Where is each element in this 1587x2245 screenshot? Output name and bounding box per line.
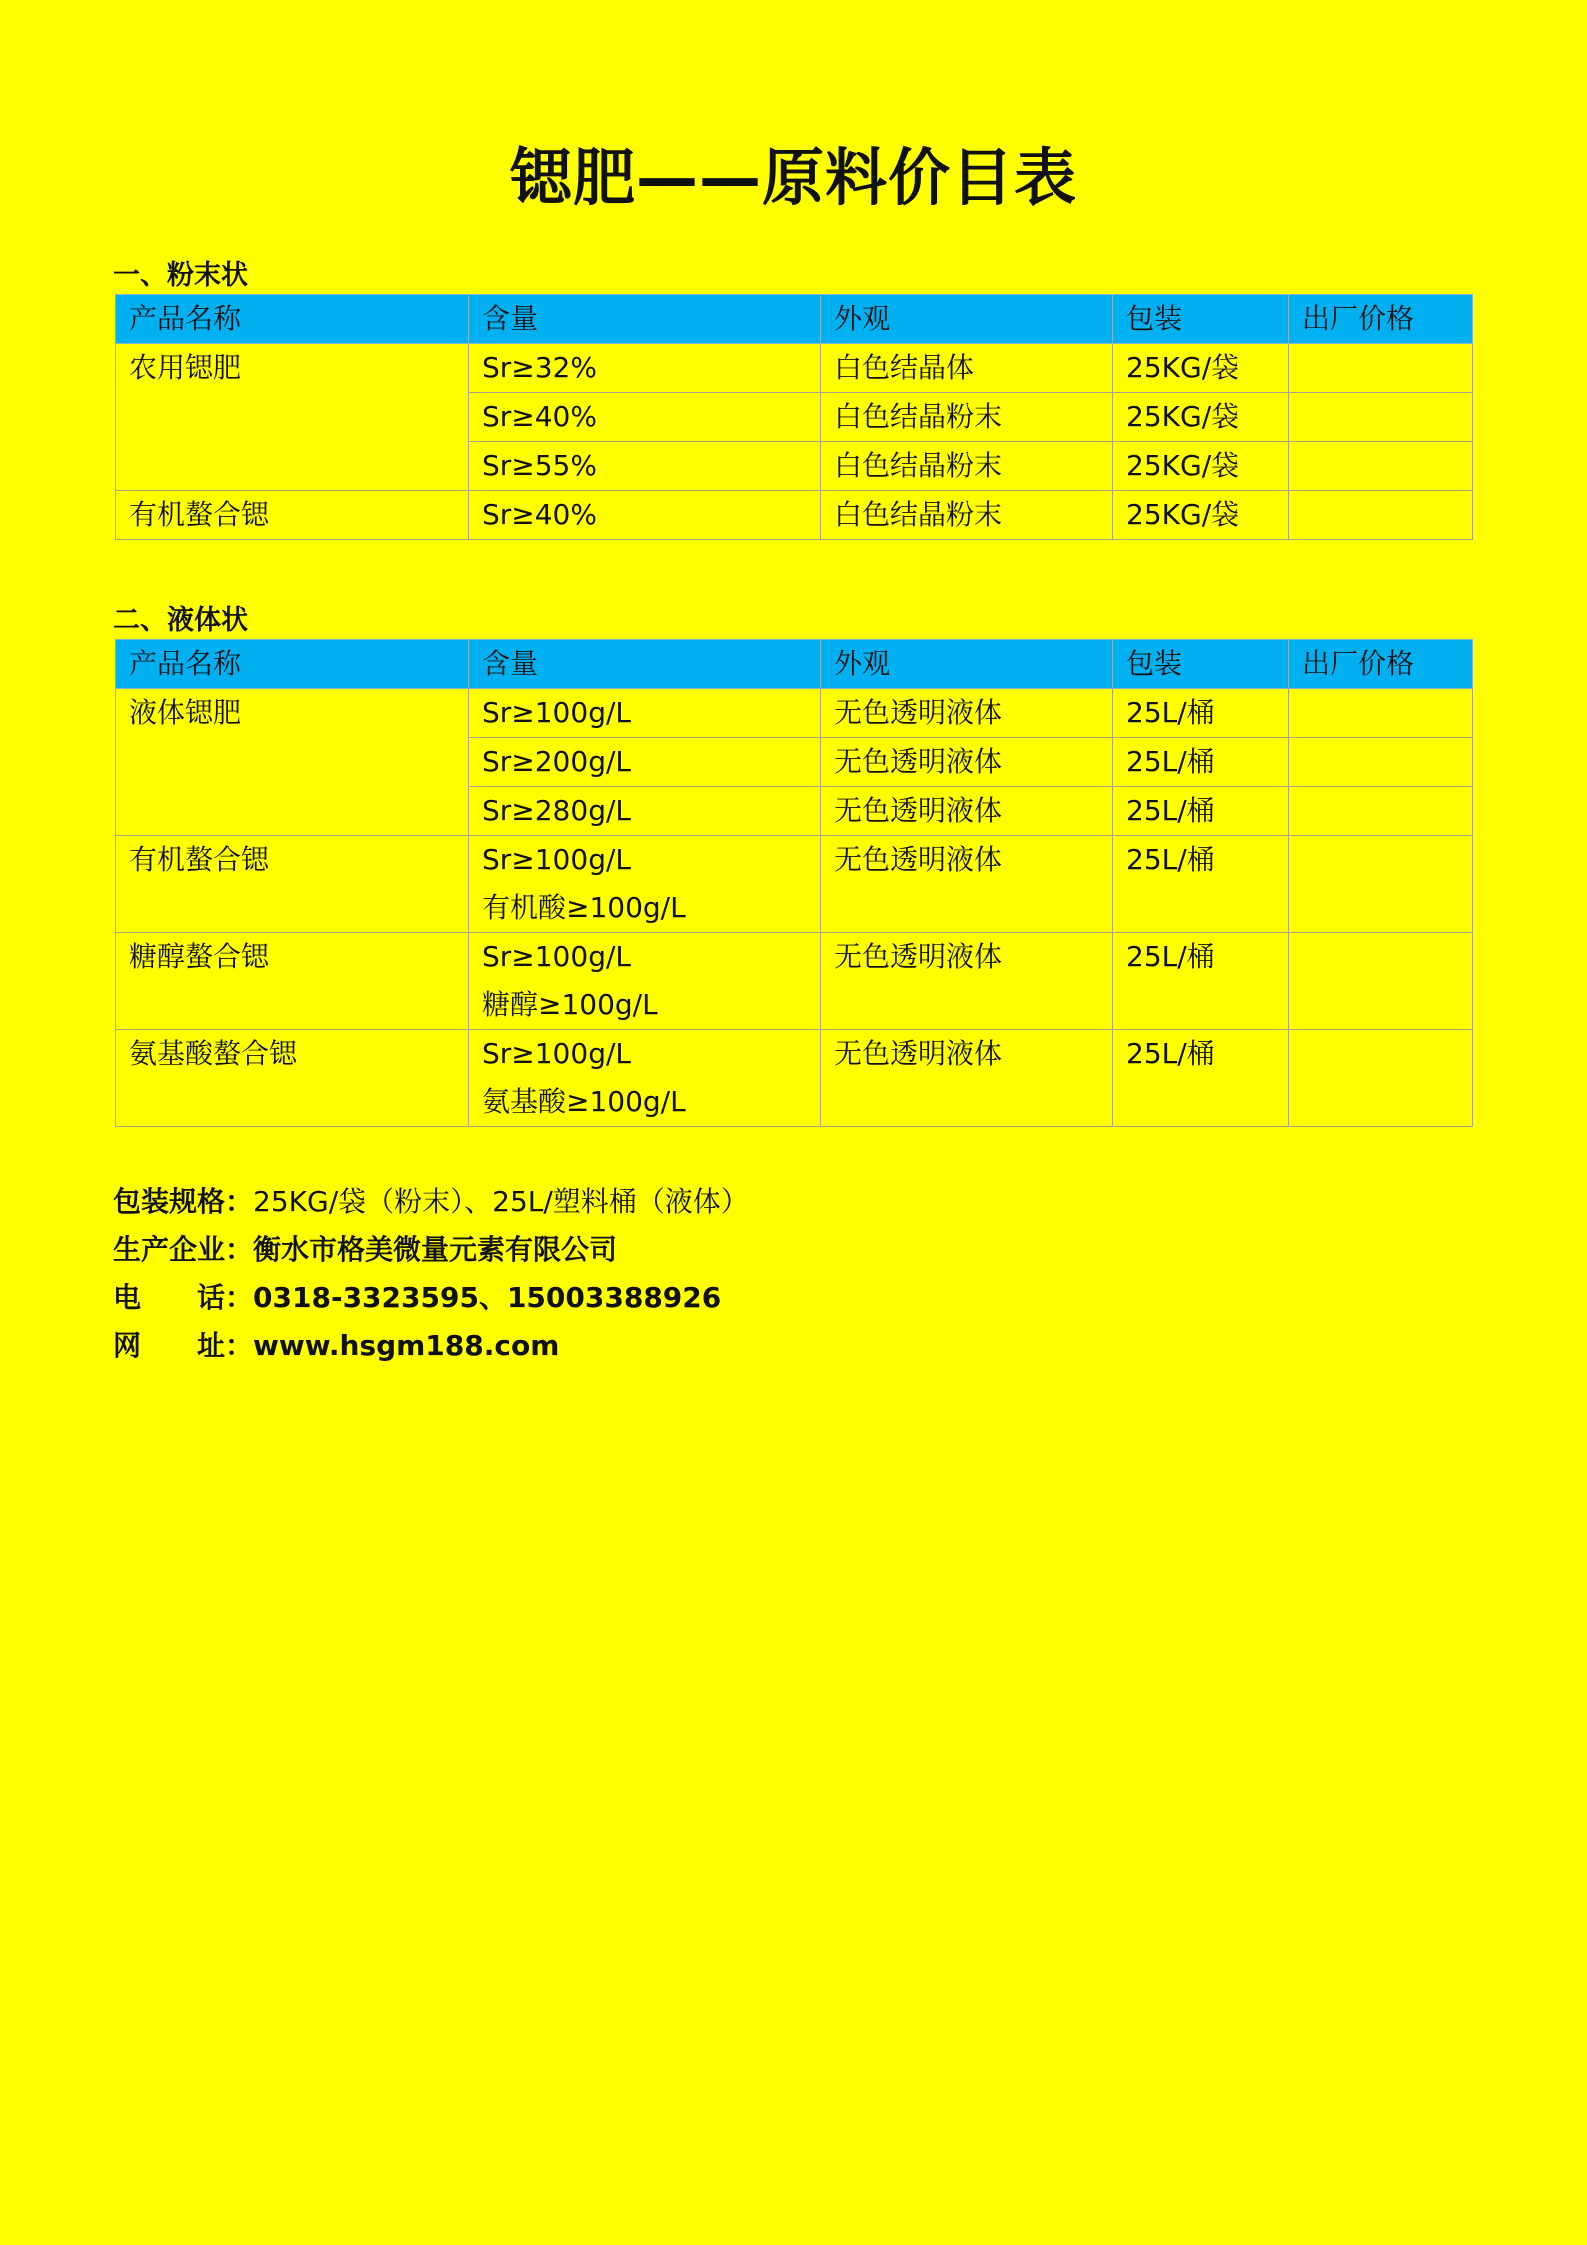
content-line: 糖醇≥100g/L: [482, 988, 658, 1021]
price-cell: [1289, 738, 1473, 787]
package-cell: 25L/桶: [1113, 738, 1289, 787]
packaging-spec-line: [113, 1178, 749, 1226]
appearance-cell: 白色结晶粉末: [821, 442, 1113, 491]
price-cell: [1289, 442, 1473, 491]
header-appearance: 外观: [821, 640, 1113, 689]
header-product-name: 产品名称: [116, 295, 469, 344]
package-cell: 25L/桶: [1113, 836, 1289, 933]
table-row: [116, 344, 1473, 393]
package-cell: 25L/桶: [1113, 689, 1289, 738]
product-name-cell: 农用锶肥: [116, 344, 469, 491]
phone-label: 电 话：: [113, 1281, 254, 1314]
appearance-cell: 无色透明液体: [821, 738, 1113, 787]
content-cell: [469, 836, 821, 933]
appearance-cell: 无色透明液体: [821, 689, 1113, 738]
package-cell: 25L/桶: [1113, 787, 1289, 836]
content-cell: Sr≥100g/L: [469, 689, 821, 738]
appearance-cell: 白色结晶粉末: [821, 491, 1113, 540]
price-cell: [1289, 344, 1473, 393]
header-content: 含量: [469, 640, 821, 689]
liquid-price-table: [115, 639, 1473, 1127]
price-cell: [1289, 787, 1473, 836]
price-cell: [1289, 491, 1473, 540]
liquid-section-heading: 二、液体状: [113, 605, 248, 636]
content-line: Sr≥100g/L: [482, 1037, 631, 1070]
content-cell: Sr≥280g/L: [469, 787, 821, 836]
header-package: 包装: [1113, 295, 1289, 344]
content-cell: Sr≥40%: [469, 491, 821, 540]
content-line: Sr≥100g/L: [482, 940, 631, 973]
packaging-spec-value: 25KG/袋（粉末）、25L/塑料桶（液体）: [253, 1185, 749, 1218]
website-line: [113, 1322, 559, 1370]
content-line: 有机酸≥100g/L: [482, 891, 686, 924]
package-cell: 25KG/袋: [1113, 344, 1289, 393]
appearance-cell: 无色透明液体: [821, 933, 1113, 1030]
phone-line: [113, 1274, 721, 1322]
table-row: [116, 1030, 1473, 1127]
company-value: 衡水市格美微量元素有限公司: [253, 1233, 618, 1266]
content-cell: [469, 933, 821, 1030]
table-row: [116, 836, 1473, 933]
content-cell: Sr≥40%: [469, 393, 821, 442]
package-cell: 25L/桶: [1113, 1030, 1289, 1127]
powder-section-heading: 一、粉末状: [113, 260, 248, 291]
package-cell: 25KG/袋: [1113, 393, 1289, 442]
price-cell: [1289, 933, 1473, 1030]
package-cell: 25KG/袋: [1113, 442, 1289, 491]
content-line: Sr≥100g/L: [482, 843, 631, 876]
table-header-row: [116, 295, 1473, 344]
phone-value: 0318-3323595、15003388926: [253, 1281, 722, 1314]
product-name-cell: 糖醇螯合锶: [116, 933, 469, 1030]
website-label: 网 址：: [113, 1329, 254, 1362]
packaging-spec-label: 包装规格：: [113, 1185, 254, 1218]
product-name-cell: 液体锶肥: [116, 689, 469, 836]
company-line: [113, 1226, 617, 1274]
appearance-cell: 无色透明液体: [821, 1030, 1113, 1127]
content-cell: Sr≥55%: [469, 442, 821, 491]
header-package: 包装: [1113, 640, 1289, 689]
table-row: [116, 491, 1473, 540]
appearance-cell: 无色透明液体: [821, 787, 1113, 836]
content-cell: Sr≥32%: [469, 344, 821, 393]
content-line: 氨基酸≥100g/L: [482, 1085, 686, 1118]
table-header-row: [116, 640, 1473, 689]
header-appearance: 外观: [821, 295, 1113, 344]
header-product-name: 产品名称: [116, 640, 469, 689]
company-label: 生产企业：: [113, 1233, 254, 1266]
header-content: 含量: [469, 295, 821, 344]
price-cell: [1289, 393, 1473, 442]
content-cell: [469, 1030, 821, 1127]
powder-price-table: [115, 294, 1473, 540]
appearance-cell: 白色结晶粉末: [821, 393, 1113, 442]
content-cell: Sr≥200g/L: [469, 738, 821, 787]
appearance-cell: 白色结晶体: [821, 344, 1113, 393]
page-title: 锶肥——原料价目表: [509, 141, 1077, 214]
header-price: 出厂价格: [1289, 640, 1473, 689]
product-name-cell: 有机螯合锶: [116, 836, 469, 933]
package-cell: 25L/桶: [1113, 933, 1289, 1030]
package-cell: 25KG/袋: [1113, 491, 1289, 540]
price-cell: [1289, 1030, 1473, 1127]
website-link[interactable]: www.hsgm188.com: [253, 1329, 560, 1362]
table-row: [116, 689, 1473, 738]
price-cell: [1289, 689, 1473, 738]
product-name-cell: 有机螯合锶: [116, 491, 469, 540]
product-name-cell: 氨基酸螯合锶: [116, 1030, 469, 1127]
table-row: [116, 933, 1473, 1030]
header-price: 出厂价格: [1289, 295, 1473, 344]
price-cell: [1289, 836, 1473, 933]
appearance-cell: 无色透明液体: [821, 836, 1113, 933]
